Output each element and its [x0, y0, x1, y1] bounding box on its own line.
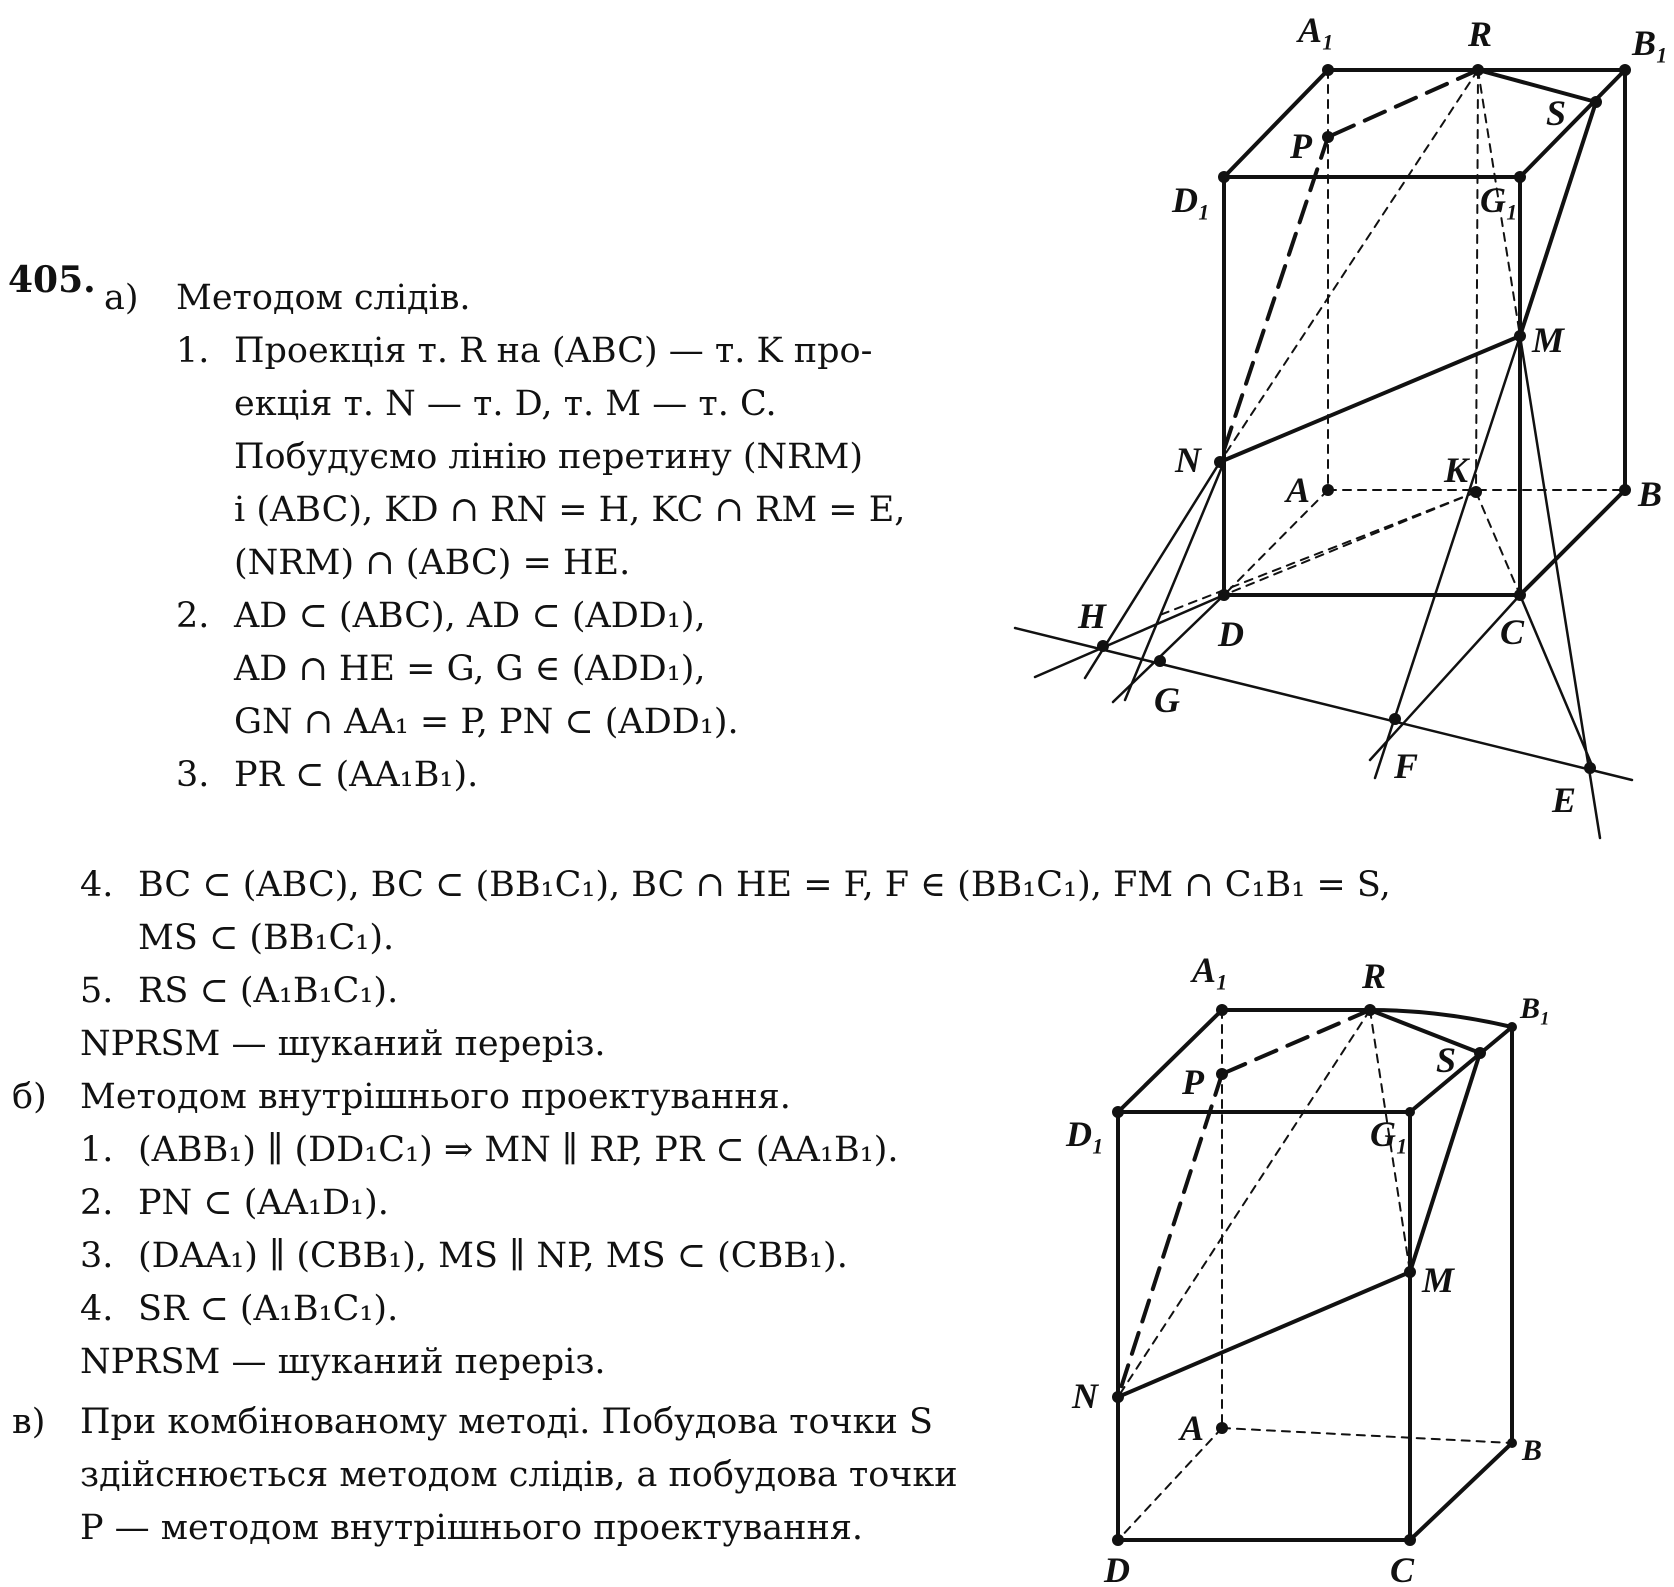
problem-number: 405. [8, 259, 96, 301]
step-b3-line-1: (DAA₁) ∥ (CBB₁), MS ∥ NP, MS ⊂ (CBB₁). [138, 1236, 848, 1276]
fig1-label-S: S [1546, 93, 1567, 133]
fig1-label-M: M [1532, 320, 1565, 360]
step-a1-line-2: екція т. N — т. D, т. M — т. C. [234, 384, 777, 424]
part-c-line-2: здійснюється методом слідів, а побудова точки [80, 1455, 958, 1495]
step-b4-number: 4. [80, 1289, 114, 1329]
part-b-marker: б) [12, 1077, 47, 1117]
fig1-label-C: C [1500, 612, 1525, 652]
fig2-label-D1: D₁ [1066, 1114, 1105, 1154]
step-a4-line-1: BC ⊂ (ABC), BC ⊂ (BB₁C₁), BC ∩ HE = F, F ∈ (BB₁C₁), FM ∩ C₁B₁ = S, [138, 865, 1391, 905]
fig1-label-H: H [1078, 596, 1107, 636]
part-c-line-3: P — методом внутрішнього проектування. [80, 1508, 864, 1548]
fig1-label-A: A [1286, 470, 1311, 510]
step-a5-number: 5. [80, 971, 114, 1011]
fig1-label-R: R [1468, 14, 1493, 54]
step-b1-number: 1. [80, 1130, 114, 1170]
step-a1-line-1: Проекція т. R на (ABC) — т. K про- [234, 331, 873, 371]
part-b-heading: Методом внутрішнього проектування. [80, 1077, 791, 1117]
fig2-label-P: P [1182, 1062, 1204, 1102]
step-a4-line-2: MS ⊂ (BB₁C₁). [138, 918, 395, 958]
fig2-label-D: D [1104, 1550, 1130, 1587]
fig2-label-R: R [1362, 956, 1387, 996]
fig2-label-M: M [1422, 1260, 1455, 1300]
fig2-label-B: B [1522, 1434, 1543, 1467]
fig2-label-S: S [1436, 1040, 1457, 1080]
step-b1-line-1: (ABB₁) ∥ (DD₁C₁) ⇒ MN ∥ RP, PR ⊂ (AA₁B₁). [138, 1130, 899, 1170]
fig1-label-N: N [1175, 440, 1201, 480]
fig1-label-D1: D₁ [1172, 180, 1211, 220]
step-a3-number: 3. [176, 755, 210, 795]
fig2-label-G1: G₁ [1370, 1114, 1409, 1154]
part-c-line-1: При комбінованому методі. Побудова точки S [80, 1402, 933, 1442]
part-a-result: NPRSM — шуканий переріз. [80, 1024, 606, 1064]
fig1-label-B: B [1638, 474, 1663, 514]
step-b3-number: 3. [80, 1236, 114, 1276]
step-b2-line-1: PN ⊂ (AA₁D₁). [138, 1183, 389, 1223]
step-b2-number: 2. [80, 1183, 114, 1223]
part-a-heading: Методом слідів. [176, 278, 471, 318]
fig1-label-G: G [1154, 680, 1180, 720]
step-a1-line-3: Побудуємо лінію перетину (NRM) [234, 437, 863, 477]
step-a1-number: 1. [176, 331, 210, 371]
part-a-marker: а) [104, 278, 139, 318]
fig1-label-G1: G₁ [1480, 180, 1519, 220]
step-a3-line-1: PR ⊂ (AA₁B₁). [234, 755, 479, 795]
step-b4-line-1: SR ⊂ (A₁B₁C₁). [138, 1289, 399, 1329]
step-a2-number: 2. [176, 596, 210, 636]
step-a2-line-3: GN ∩ AA₁ = P, PN ⊂ (ADD₁). [234, 702, 739, 742]
step-a1-line-4: і (ABC), KD ∩ RN = H, KC ∩ RM = E, [234, 490, 906, 530]
fig1-label-E: E [1552, 780, 1577, 820]
part-b-result: NPRSM — шуканий переріз. [80, 1342, 606, 1382]
part-c-marker: в) [12, 1402, 46, 1442]
fig2-label-C: C [1390, 1550, 1415, 1587]
fig2-label-A1: A₁ [1192, 950, 1229, 990]
step-a5-line-1: RS ⊂ (A₁B₁C₁). [138, 971, 399, 1011]
step-a1-line-5: (NRM) ∩ (ABC) = HE. [234, 543, 631, 583]
fig1-label-A1: A₁ [1298, 10, 1335, 50]
step-a2-line-1: AD ⊂ (ABC), AD ⊂ (ADD₁), [234, 596, 706, 636]
step-a2-line-2: AD ∩ HE = G, G ∈ (ADD₁), [234, 649, 706, 689]
fig1-label-K: K [1444, 450, 1469, 490]
fig2-label-B1: B₁ [1520, 992, 1551, 1025]
fig1-label-F: F [1394, 746, 1419, 786]
fig1-label-P: P [1290, 126, 1312, 166]
step-a4-number: 4. [80, 865, 114, 905]
fig1-label-B1: B₁ [1632, 23, 1669, 63]
fig2-label-A: A [1180, 1408, 1205, 1448]
fig1-label-D: D [1218, 614, 1244, 654]
fig2-label-N: N [1072, 1376, 1098, 1416]
